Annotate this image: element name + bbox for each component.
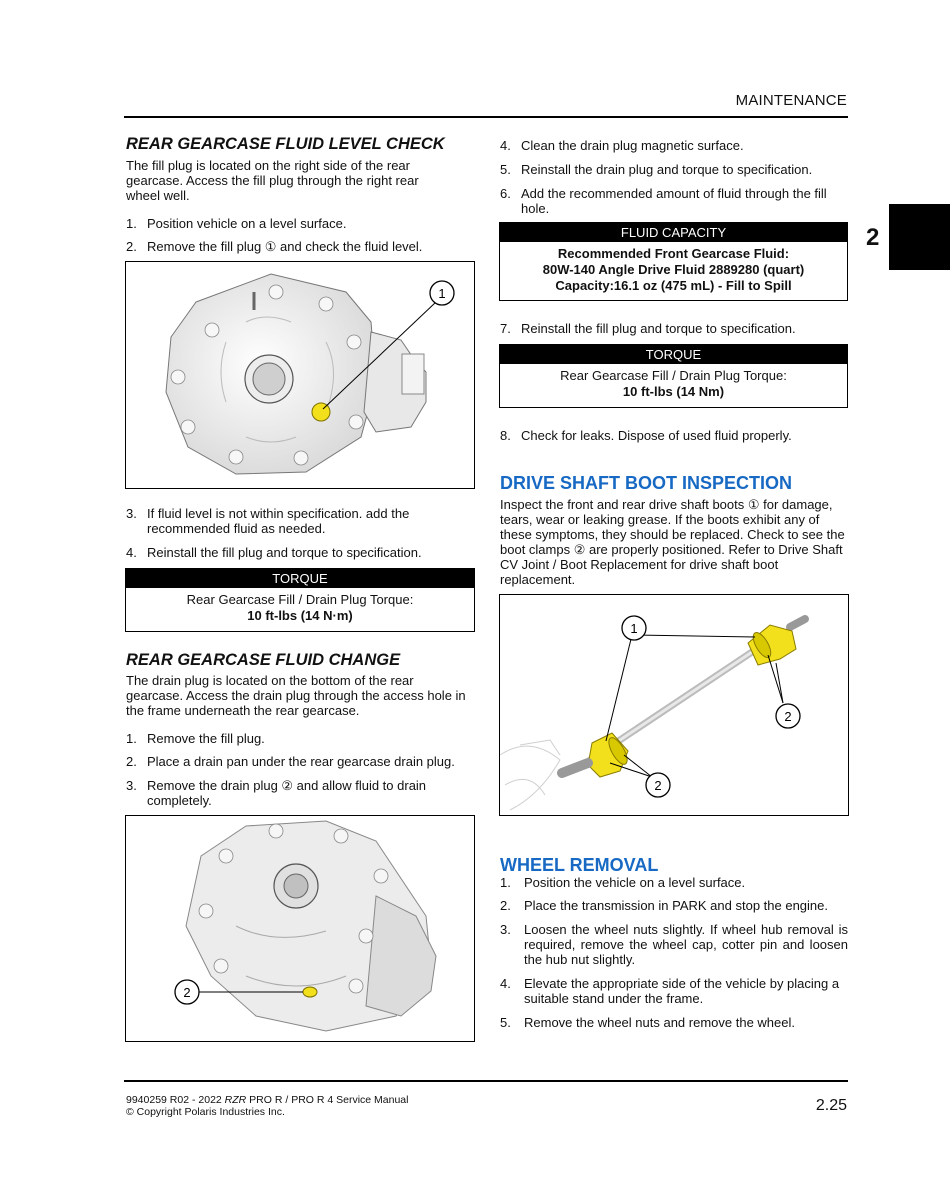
boot-intro: Inspect the front and rear drive shaft boots ① for damage, tears, wear or leaking grease. If the boots exhibit any of these symptoms, they should be replaced. Check to see the boot clamps ② are properly positioned. Refer to Drive Shaft CV Joint / Boot Replacement for drive shaft boot replacement. [500, 497, 845, 587]
footer-doc-info [126, 1094, 408, 1118]
step-text: Place the transmission in PARK and stop the engine. [524, 898, 828, 913]
list-item [500, 1015, 848, 1030]
step-number: 6. [500, 186, 511, 201]
list-item [500, 976, 848, 1006]
list-item [500, 321, 848, 336]
doc-model: RZR [224, 1094, 247, 1106]
fluid-capacity-value: Capacity:16.1 oz (475 mL) - Fill to Spill [555, 278, 792, 293]
gearcase-fill-illustration [126, 262, 473, 487]
list-item [126, 731, 474, 746]
list-item [126, 778, 456, 808]
callout-2: 2 [183, 985, 191, 1000]
step-number: 5. [500, 162, 511, 177]
step-number: 5. [500, 1015, 511, 1030]
list-item [500, 138, 848, 153]
header-rule [124, 116, 848, 118]
step-text: Remove the fill plug. [147, 731, 265, 746]
step-text: Reinstall the fill plug and torque to specification. [147, 545, 422, 560]
footer-rule [124, 1080, 848, 1082]
step-number: 3. [126, 506, 137, 521]
list-item [500, 875, 848, 890]
fluid-product: 80W-140 Angle Drive Fluid 2889280 (quart) [542, 262, 805, 277]
gearcase-drain-figure [125, 815, 475, 1042]
step-number: 4. [500, 976, 511, 991]
step-number: 3. [500, 922, 511, 937]
drive-shaft-illustration [500, 595, 847, 814]
step-number: 8. [500, 428, 511, 443]
document-title [126, 1094, 408, 1106]
list-item [126, 506, 436, 536]
step-text: Reinstall the drain plug and torque to specification. [521, 162, 813, 177]
list-item [500, 898, 848, 913]
step-text: Elevate the appropriate side of the vehicle by placing a suitable stand under the frame. [524, 976, 840, 1006]
section-title: MAINTENANCE [735, 92, 847, 109]
list-item [500, 922, 848, 967]
torque-spec-value: 10 ft-lbs (14 Nm) [622, 384, 725, 399]
torque-spec-box [499, 344, 848, 408]
step-text: Add the recommended amount of fluid through the fill hole. [521, 186, 827, 216]
list-item [500, 428, 848, 443]
torque-spec-label: Rear Gearcase Fill / Drain Plug Torque: [186, 592, 414, 607]
change-heading: REAR GEARCASE FLUID CHANGE [126, 651, 401, 669]
change-intro: The drain plug is located on the bottom of the rear gearcase. Access the drain plug through the access hole in the frame underneath the rear gearcase. [126, 673, 466, 718]
torque-spec-label: Rear Gearcase Fill / Drain Plug Torque: [560, 368, 787, 383]
torque-spec-heading: TORQUE [126, 569, 474, 588]
step-number: 4. [126, 545, 137, 560]
step-text: Clean the drain plug magnetic surface. [521, 138, 744, 153]
list-item [500, 186, 848, 216]
list-item [126, 754, 478, 769]
torque-spec-box [125, 568, 475, 632]
wheel-heading: WHEEL REMOVAL [500, 855, 659, 875]
fluid-capacity-box [499, 222, 848, 301]
step-number: 2. [500, 898, 511, 913]
list-item [500, 162, 848, 177]
callout-1: 1 [630, 621, 638, 636]
fluid-capacity-heading: FLUID CAPACITY [500, 223, 847, 242]
gearcase-fill-figure [125, 261, 475, 489]
step-number: 3. [126, 778, 137, 793]
torque-spec-heading: TORQUE [500, 345, 847, 364]
step-text: Loosen the wheel nuts slightly. If wheel hub removal is required, remove the wheel cap, cotter pin and loosen the hub nut slightly. [524, 922, 848, 967]
torque-spec-value: 10 ft-lbs (14 N·m) [247, 608, 353, 623]
page-number: 2.25 [815, 1097, 847, 1114]
step-number: 2. [126, 239, 137, 254]
check-intro: The fill plug is located on the right side of the rear gearcase. Access the fill plug through the right rear wheel well. [126, 158, 419, 203]
step-number: 1. [126, 216, 137, 231]
step-text: Remove the drain plug ② and allow fluid to drain completely. [147, 778, 427, 808]
gearcase-drain-illustration [126, 816, 473, 1040]
step-number: 4. [500, 138, 511, 153]
chapter-tab [889, 204, 950, 270]
boot-heading: DRIVE SHAFT BOOT INSPECTION [500, 473, 793, 493]
step-number: 2. [126, 754, 137, 769]
drive-shaft-figure [499, 594, 849, 816]
fluid-type-label: Recommended Front Gearcase Fluid: [557, 246, 790, 261]
doc-manual-name: PRO R / PRO R 4 Service Manual [246, 1094, 409, 1106]
callout-2: 2 [654, 778, 662, 793]
callout-1: 1 [438, 286, 446, 301]
copyright: © Copyright Polaris Industries Inc. [126, 1106, 285, 1118]
step-text: Remove the fill plug ① and check the fluid level. [147, 239, 423, 254]
step-number: 1. [500, 875, 511, 890]
step-number: 7. [500, 321, 511, 336]
step-text: Place a drain pan under the rear gearcase drain plug. [147, 754, 455, 769]
list-item [126, 239, 474, 254]
doc-number: 9940259 R02 - 2022 [126, 1094, 225, 1106]
step-text: Remove the wheel nuts and remove the wheel. [524, 1015, 795, 1030]
chapter-number: 2 [866, 224, 880, 251]
check-heading: REAR GEARCASE FLUID LEVEL CHECK [126, 135, 445, 153]
step-text: Reinstall the fill plug and torque to specification. [521, 321, 796, 336]
callout-2: 2 [784, 709, 792, 724]
step-text: Check for leaks. Dispose of used fluid properly. [521, 428, 792, 443]
step-text: Position vehicle on a level surface. [147, 216, 347, 231]
list-item [126, 216, 474, 231]
step-text: If fluid level is not within specification. add the recommended fluid as needed. [147, 506, 410, 536]
step-text: Position the vehicle on a level surface. [524, 875, 746, 890]
list-item [126, 545, 474, 560]
step-number: 1. [126, 731, 137, 746]
